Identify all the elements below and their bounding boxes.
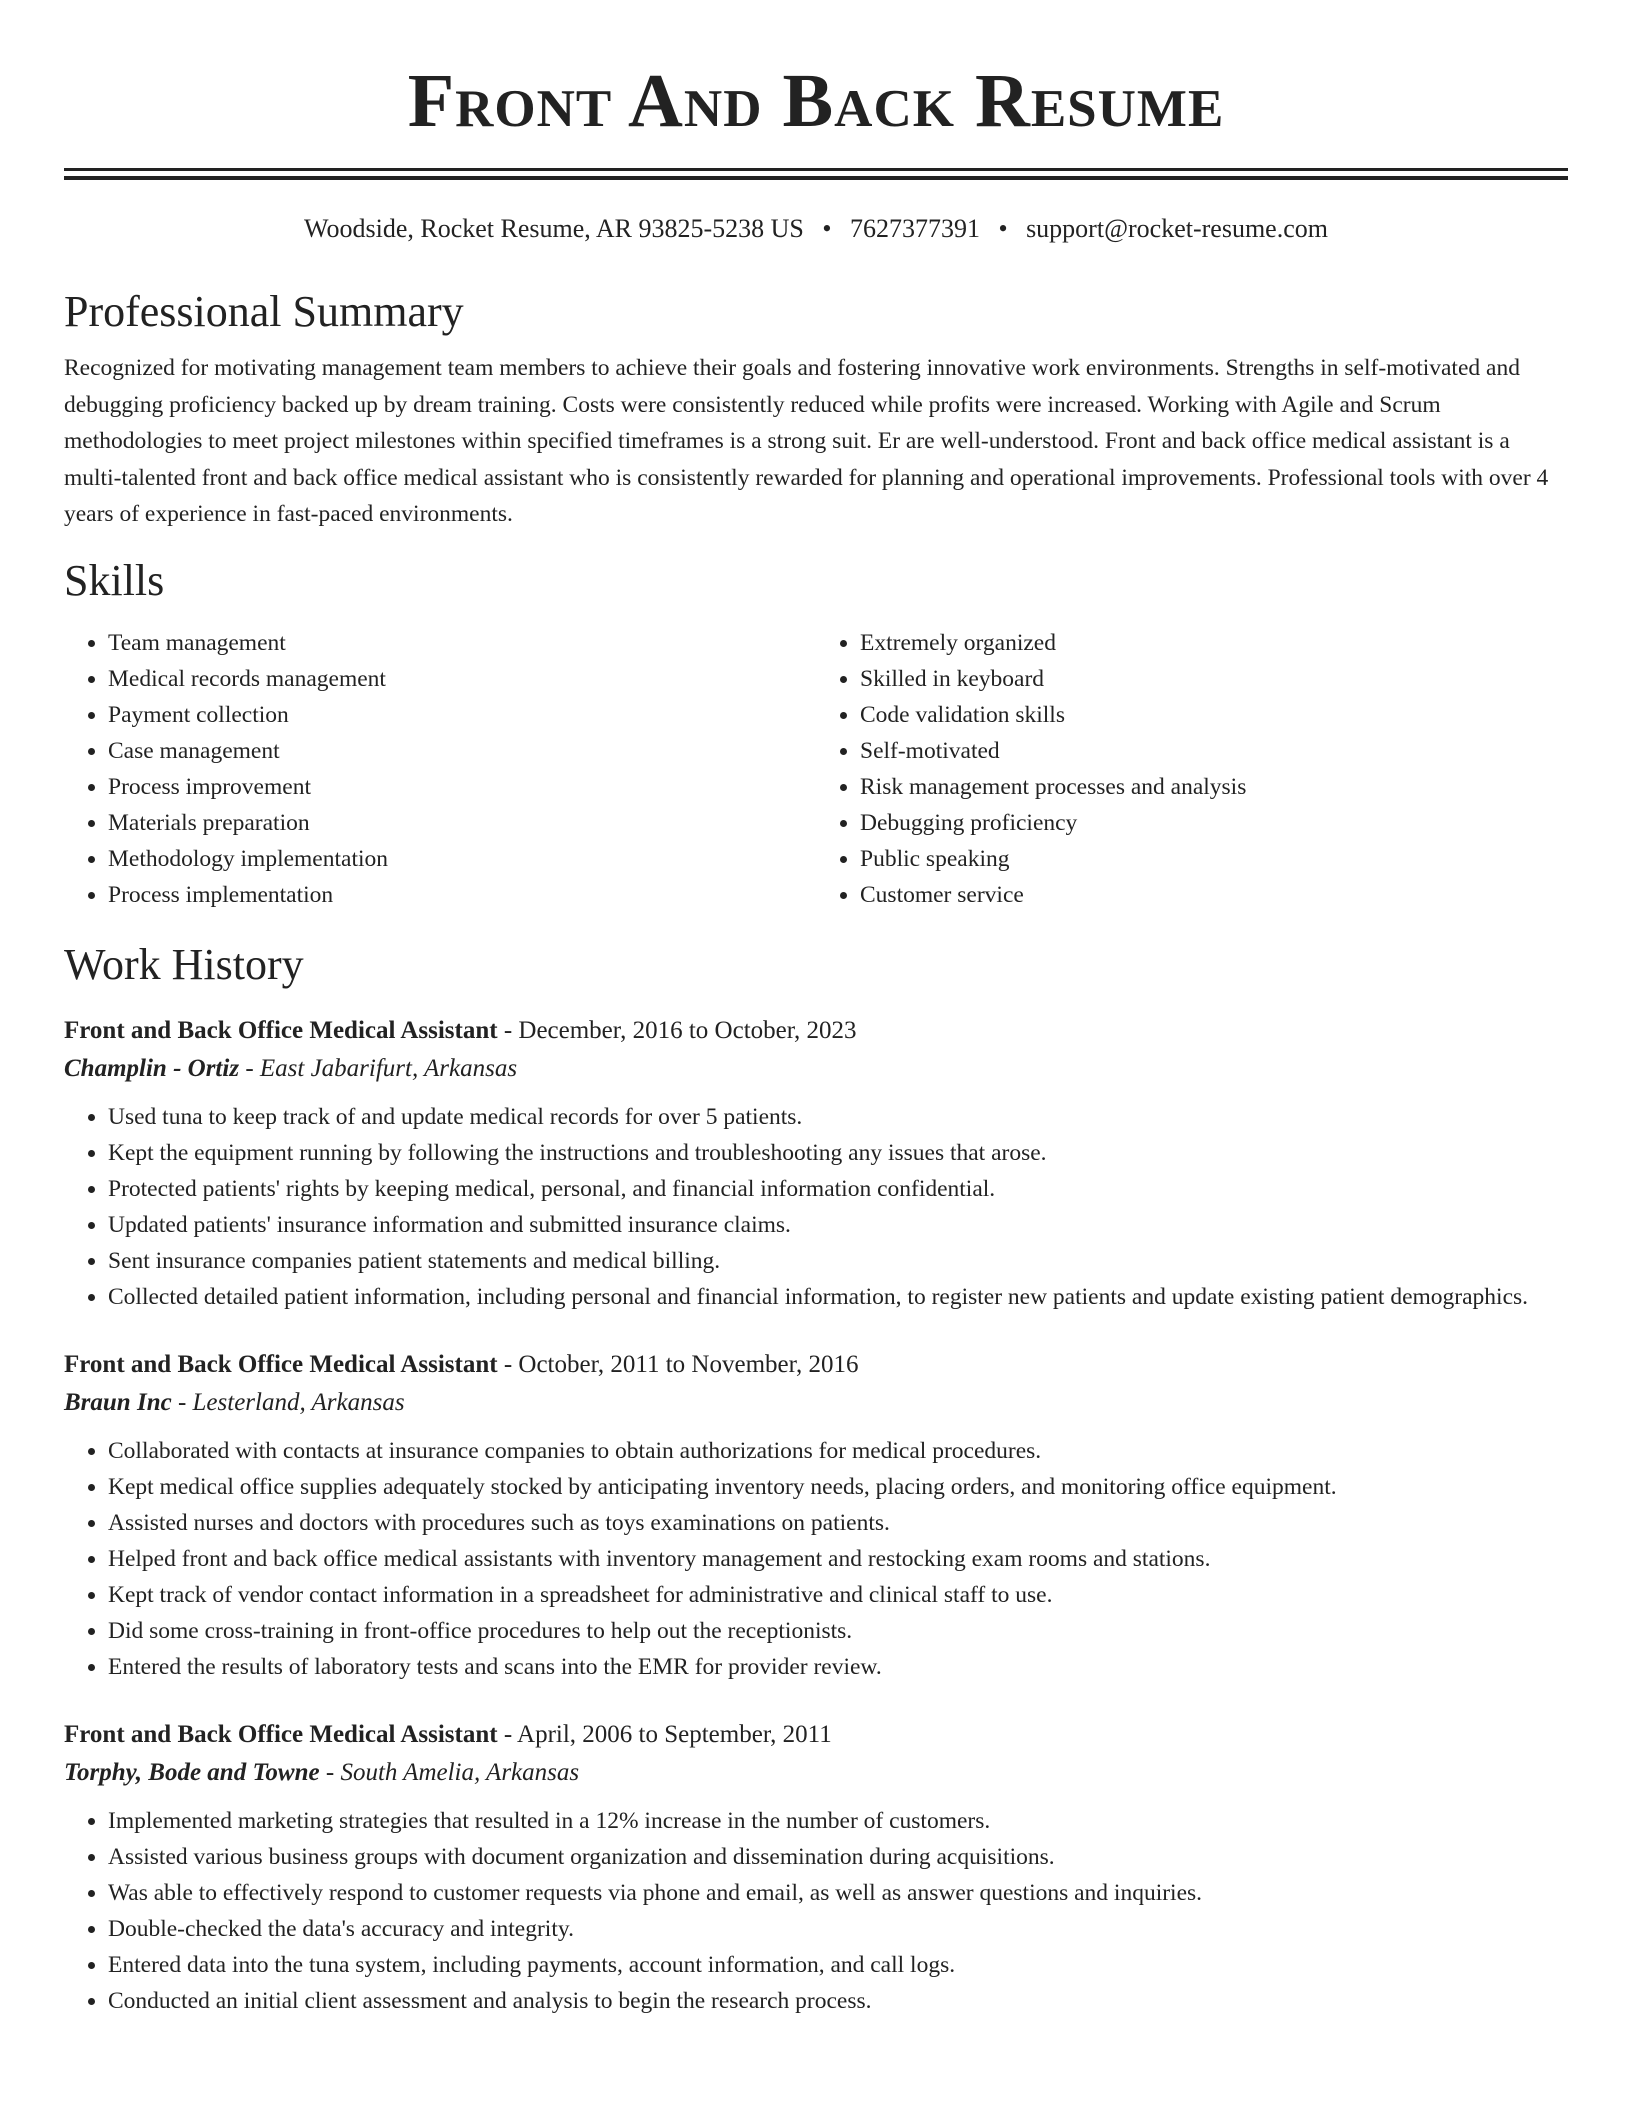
contact-address: Woodside, Rocket Resume, AR 93825-5238 US (304, 214, 804, 243)
job-entry (64, 1717, 1568, 2019)
skill-item: • Extremely organized (860, 625, 1568, 661)
job-duty: • Sent insurance companies patient statements and medical billing. (108, 1243, 1568, 1279)
skill-item: • Payment collection (108, 697, 816, 733)
job-duty: • Did some cross-training in front-office procedures to help out the receptionists. (108, 1613, 1568, 1649)
skill-item: • Case management (108, 733, 816, 769)
job-duty: • Helped front and back office medical assistants with inventory management and restocking exam rooms and stations. (108, 1541, 1568, 1577)
job-dash: - (497, 1016, 519, 1044)
skill-item: • Skilled in keyboard (860, 661, 1568, 697)
skill-item: • Code validation skills (860, 697, 1568, 733)
skill-item: • Team management (108, 625, 816, 661)
job-duty: • Protected patients' rights by keeping medical, personal, and financial information confidential. (108, 1171, 1568, 1207)
skills-list-left (64, 625, 816, 913)
skill-item: • Process improvement (108, 769, 816, 805)
job-duty: • Entered data into the tuna system, including payments, account information, and call logs. (108, 1947, 1568, 1983)
job-dash: - (497, 1720, 518, 1748)
skill-item: • Debugging proficiency (860, 805, 1568, 841)
job-duty: • Assisted nurses and doctors with procedures such as toys examinations on patients. (108, 1505, 1568, 1541)
job-duty: • Collected detailed patient information, including personal and financial information, to register new patients and update existing patient demographics. (108, 1279, 1568, 1315)
resume-title: Front And Back Resume (407, 59, 1225, 143)
job-duty: • Implemented marketing strategies that resulted in a 12% increase in the number of customers. (108, 1803, 1568, 1839)
title-rule-thin (64, 168, 1568, 171)
job-duty: • Double-checked the data's accuracy and integrity. (108, 1911, 1568, 1947)
work-history-heading: Work History (64, 939, 304, 989)
job-company: Champlin - Ortiz (64, 1054, 240, 1082)
title-rule-thick (64, 176, 1568, 180)
job-employer-line (64, 1753, 1568, 1793)
job-duty: • Entered the results of laboratory tests and scans into the EMR for provider review. (108, 1649, 1568, 1685)
job-employer-line (64, 1383, 1568, 1423)
job-title: Front and Back Office Medical Assistant (64, 1720, 498, 1748)
contact-separator: • (998, 214, 1008, 243)
skills-columns (64, 625, 1568, 913)
job-duties (64, 1099, 1568, 1315)
contact-separator: • (822, 214, 832, 243)
job-dates: October, 2011 to November, 2016 (518, 1350, 859, 1378)
job-dash: - (239, 1054, 260, 1082)
job-duties (64, 1433, 1568, 1685)
job-dates: December, 2016 to October, 2023 (518, 1016, 857, 1044)
job-location: South Amelia, Arkansas (340, 1758, 580, 1786)
job-duty: • Kept the equipment running by following the instructions and troubleshooting any issues that arose. (108, 1135, 1568, 1171)
skill-item: • Methodology implementation (108, 841, 816, 877)
job-dash: - (171, 1388, 193, 1416)
skill-item: • Materials preparation (108, 805, 816, 841)
skill-item: • Process implementation (108, 877, 816, 913)
job-duty: • Collaborated with contacts at insurance companies to obtain authorizations for medical procedures. (108, 1433, 1568, 1469)
job-company: Torphy, Bode and Towne (64, 1758, 320, 1786)
job-dash: - (319, 1758, 341, 1786)
job-dates: April, 2006 to September, 2011 (517, 1720, 832, 1748)
job-employer-line (64, 1049, 1568, 1089)
contact-email: support@rocket-resume.com (1026, 214, 1328, 243)
job-header (64, 1347, 1568, 1383)
skill-item: • Medical records management (108, 661, 816, 697)
job-duty: • Kept medical office supplies adequately stocked by anticipating inventory needs, placing orders, and monitoring office equipment. (108, 1469, 1568, 1505)
job-duty: • Conducted an initial client assessment and analysis to begin the research process. (108, 1983, 1568, 2019)
job-duty: • Kept track of vendor contact information in a spreadsheet for administrative and clinical staff to use. (108, 1577, 1568, 1613)
job-duty: • Was able to effectively respond to customer requests via phone and email, as well as answer questions and inquiries. (108, 1875, 1568, 1911)
job-entry (64, 1013, 1568, 1315)
job-location: Lesterland, Arkansas (192, 1388, 405, 1416)
skills-heading: Skills (64, 555, 165, 605)
summary-text: Recognized for motivating management team members to achieve their goals and fostering innovative work environments. Strengths in self-motivated and debugging proficiency backed up by dream training. Costs were consistently reduced while profits were increased. Working with Agile and Scrum methodologies to meet project milestones within specified timeframes is a strong suit. Er are well-understood. Front and back office medical assistant is a multi-talented front and back office medical assistant who is consistently rewarded for planning and operational improvements. Professional tools with over 4 years of experience in fast-paced environments. (64, 355, 1549, 527)
contact-phone: 7627377391 (849, 214, 980, 243)
skill-item: • Customer service (860, 877, 1568, 913)
job-duties (64, 1803, 1568, 2019)
summary-heading: Professional Summary (64, 287, 464, 336)
job-duty: • Assisted various business groups with document organization and dissemination during acquisitions. (108, 1839, 1568, 1875)
contact-line (64, 214, 1568, 244)
job-location: East Jabarifurt, Arkansas (259, 1054, 518, 1082)
job-title: Front and Back Office Medical Assistant (64, 1016, 498, 1044)
job-duty: • Updated patients' insurance information and submitted insurance claims. (108, 1207, 1568, 1243)
job-header (64, 1013, 1568, 1049)
job-title: Front and Back Office Medical Assistant (64, 1350, 498, 1378)
skill-item: • Risk management processes and analysis (860, 769, 1568, 805)
job-entry (64, 1347, 1568, 1685)
skills-list-right (816, 625, 1568, 913)
job-header (64, 1717, 1568, 1753)
job-company: Braun Inc (64, 1388, 172, 1416)
skill-item: • Public speaking (860, 841, 1568, 877)
job-dash: - (497, 1350, 519, 1378)
job-duty: • Used tuna to keep track of and update medical records for over 5 patients. (108, 1099, 1568, 1135)
skill-item: • Self-motivated (860, 733, 1568, 769)
